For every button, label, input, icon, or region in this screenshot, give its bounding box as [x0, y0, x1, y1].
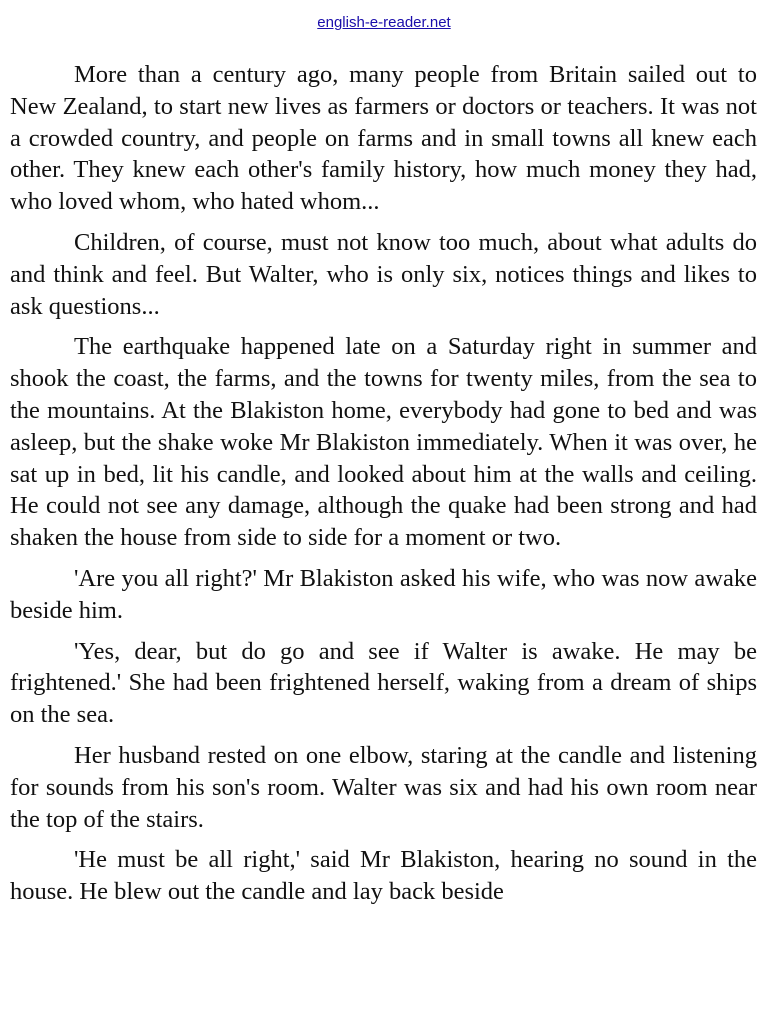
paragraph: The earthquake happened late on a Saturday right in summer and shook the coast, the farms, and the towns for twenty miles, from the sea to the mountains. At the Blakiston home, everybody had gone to bed and was asleep, but the shake woke Mr Blakiston immediately. When it was over, he sat up in bed, lit his candle, and looked about him at the walls and ceiling. He could not see any damage, although the quake had been strong and had shaken the house from side to side for a moment or two.	[10, 333, 757, 552]
paragraph: 'Yes, dear, but do go and see if Walter is awake. He may be frightened.' She had been frightened herself, waking from a dream of ships on the sea.	[10, 637, 757, 729]
paragraph: More than a century ago, many people from Britain sailed out to New Zealand, to start new lives as farmers or doctors or teachers. It was not a crowded country, and people on farms and in small towns all knew each other. They knew each other's family history, how much money they had, who loved whom, who hated whom...	[10, 61, 757, 216]
paragraph: Children, of course, must not know too much, about what adults do and think and feel. But Walter, who is only six, notices things and likes to ask questions...	[10, 228, 757, 320]
paragraph: 'Are you all right?' Mr Blakiston asked his wife, who was now awake beside him.	[10, 564, 757, 624]
site-link[interactable]: english-e-reader.net	[317, 14, 451, 31]
story-text	[10, 59, 757, 917]
paragraph: 'He must be all right,' said Mr Blakiston, hearing no sound in the house. He blew out the candle and lay back beside	[10, 846, 757, 906]
paragraph: Her husband rested on one elbow, staring at the candle and listening for sounds from his son's room. Walter was six and had his own room near the top of the stairs.	[10, 741, 757, 833]
